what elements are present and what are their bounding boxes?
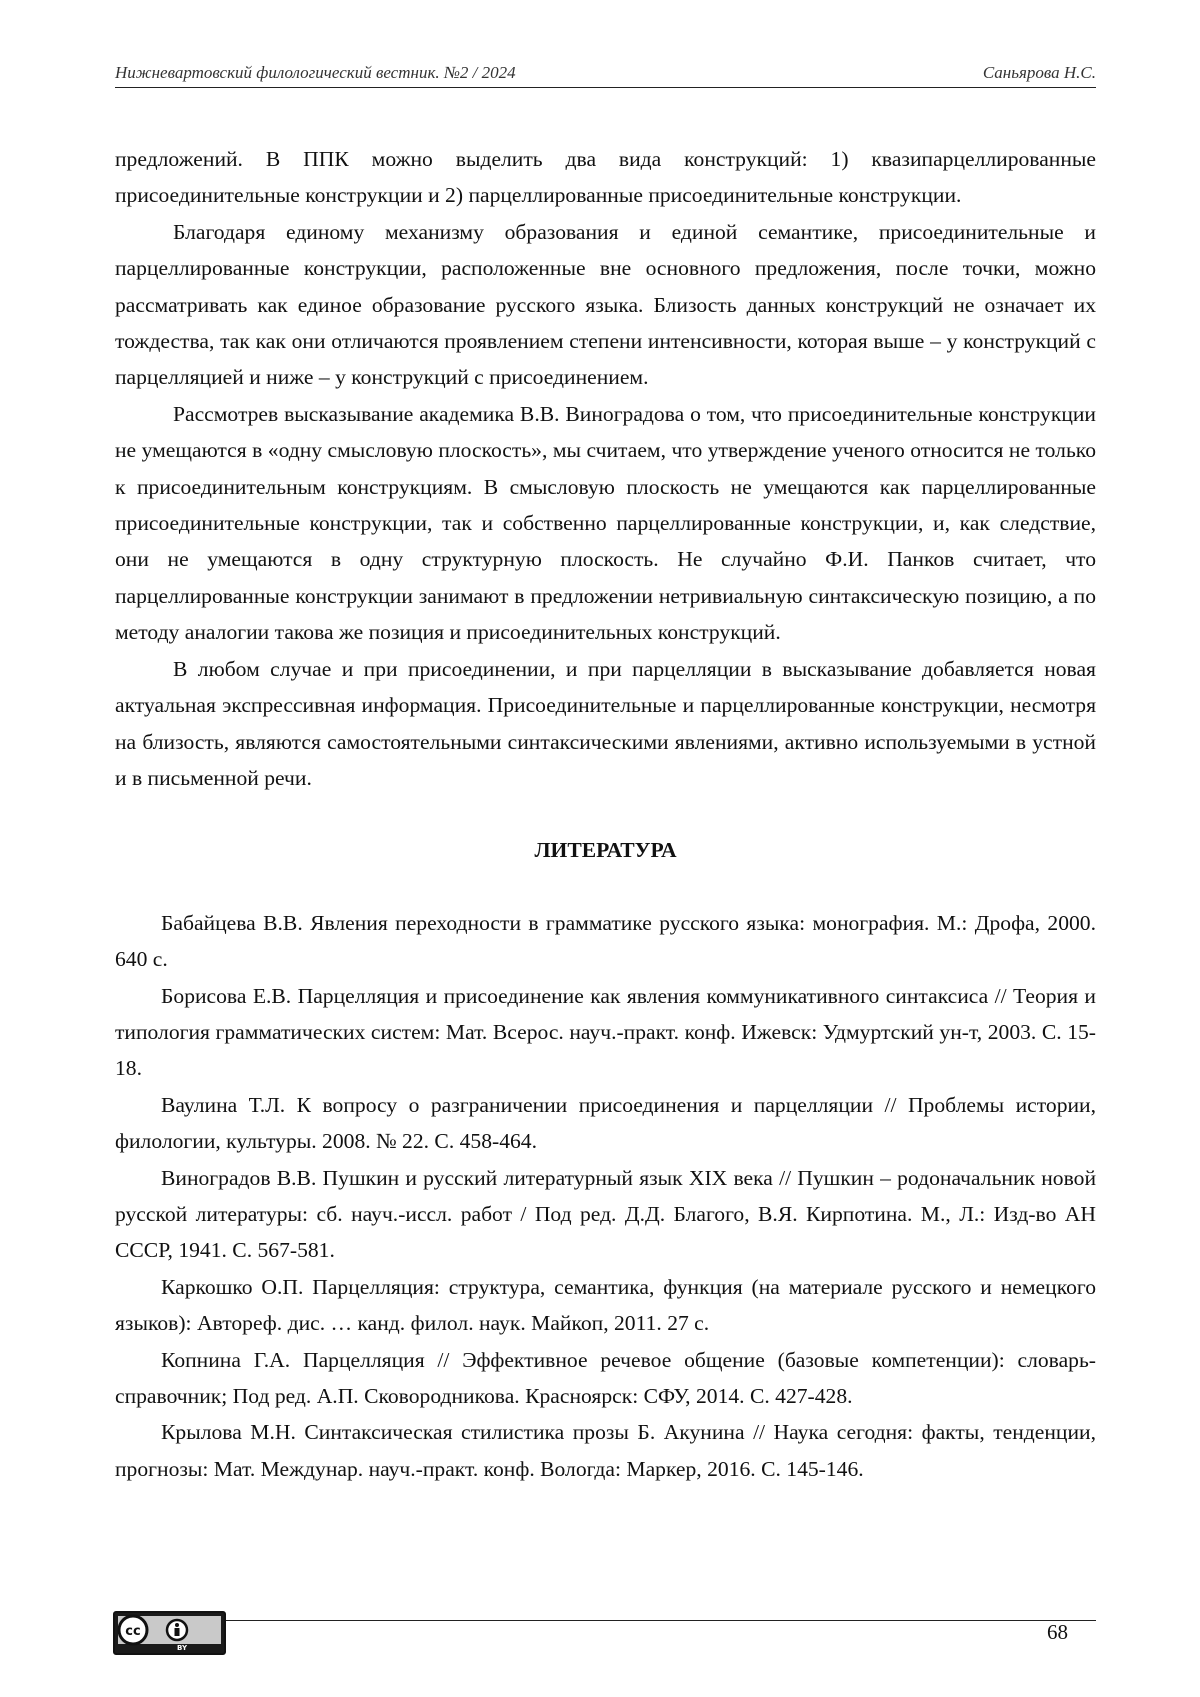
- cc-by-license-icon: [113, 1611, 226, 1655]
- paragraph: предложений. В ППК можно выделить два вида конструкций: 1) квазипарцеллированные присоединительные конструкции и 2) парцеллированные присоединительные конструкции.: [115, 147, 1096, 208]
- reference-item: Копнина Г.А. Парцелляция // Эффективное речевое общение (базовые компетенции): словарь-справочник; Под ред. А.П. Сковородникова. Красноярск: СФУ, 2014. С. 427-428.: [115, 1347, 1096, 1408]
- cc-logo-icon: [115, 1613, 224, 1653]
- reference-item: Каркошко О.П. Парцелляция: структура, семантика, функция (на материале русского и немецкого языков): Автореф. дис. … канд. филол. наук. Майкоп, 2011. 27 с.: [115, 1274, 1096, 1336]
- by-label: BY: [177, 1644, 188, 1652]
- running-header: [115, 60, 1096, 88]
- footer-rule: [115, 1620, 1096, 1621]
- svg-text:cc: cc: [125, 1624, 141, 1639]
- paragraph: Благодаря единому механизму образования и единой семантике, присоединительные и парцеллированные конструкции, расположенные вне основного предложения, после точки, можно рассматривать как единое образование русского языка. Близость данных конструкций не означает их тождества, так как они отличаются проявлением степени интенсивности, которая выше – у конструкций с парцелляцией и ниже – у конструкций с присоединением.: [115, 219, 1096, 390]
- author-name: Саньярова Н.С.: [982, 63, 1096, 82]
- reference-item: Виноградов В.В. Пушкин и русский литературный язык XIX века // Пушкин – родоначальник новой русской литературы: сб. науч.-иссл. работ / Под ред. Д.Д. Благого, В.Я. Кирпотина. М., Л.: Изд-во АН СССР, 1941. С. 567-581.: [115, 1165, 1096, 1263]
- page-number: 68: [1047, 1620, 1068, 1644]
- paragraph: Рассмотрев высказывание академика В.В. Виноградова о том, что присоединительные конструкции не умещаются в «одну смысловую плоскость», мы считаем, что утверждение ученого относится не только к присоединительным конструкциям. В смысловую плоскость не умещаются как парцеллированные присоединительные конструкции, так и собственно парцеллированные конструкции, и, как следствие, они не умещаются в одну структурную плоскость. Не случайно Ф.И. Панков считает, что парцеллированные конструкции занимают в предложении нетривиальную синтаксическую позицию, а по методу аналогии такова же позиция и присоединительных конструкций.: [115, 401, 1096, 645]
- reference-item: Крылова М.Н. Синтаксическая стилистика прозы Б. Акунина // Наука сегодня: факты, тенденции, прогнозы: Мат. Междунар. науч.-практ. конф. Вологда: Маркер, 2016. С. 145-146.: [115, 1420, 1096, 1481]
- paragraph: В любом случае и при присоединении, и при парцелляции в высказывание добавляется новая актуальная экспрессивная информация. Присоединительные и парцеллированные конструкции, несмотря на близость, являются самостоятельными синтаксическими явлениями, активно используемыми в устной и в письменной речи.: [115, 656, 1096, 790]
- reference-item: Бабайцева В.В. Явления переходности в грамматике русского языка: монография. М.: Дрофа, 2000. 640 с.: [115, 910, 1096, 972]
- reference-item: Борисова Е.В. Парцелляция и присоединение как явления коммуникативного синтаксиса // Теория и типология грамматических систем: Мат. Всерос. науч.-практ. конф. Ижевск: Удмуртский ун-т, 2003. С. 15-18.: [115, 983, 1096, 1081]
- article-body: [115, 141, 1096, 1487]
- literature-heading: ЛИТЕРАТУРА: [534, 838, 677, 863]
- reference-item: Ваулина Т.Л. К вопросу о разграничении присоединения и парцелляции // Проблемы истории, филологии, культуры. 2008. № 22. С. 458-464.: [115, 1092, 1096, 1154]
- journal-title: Нижневартовский филологический вестник. №2 / 2024: [115, 63, 516, 82]
